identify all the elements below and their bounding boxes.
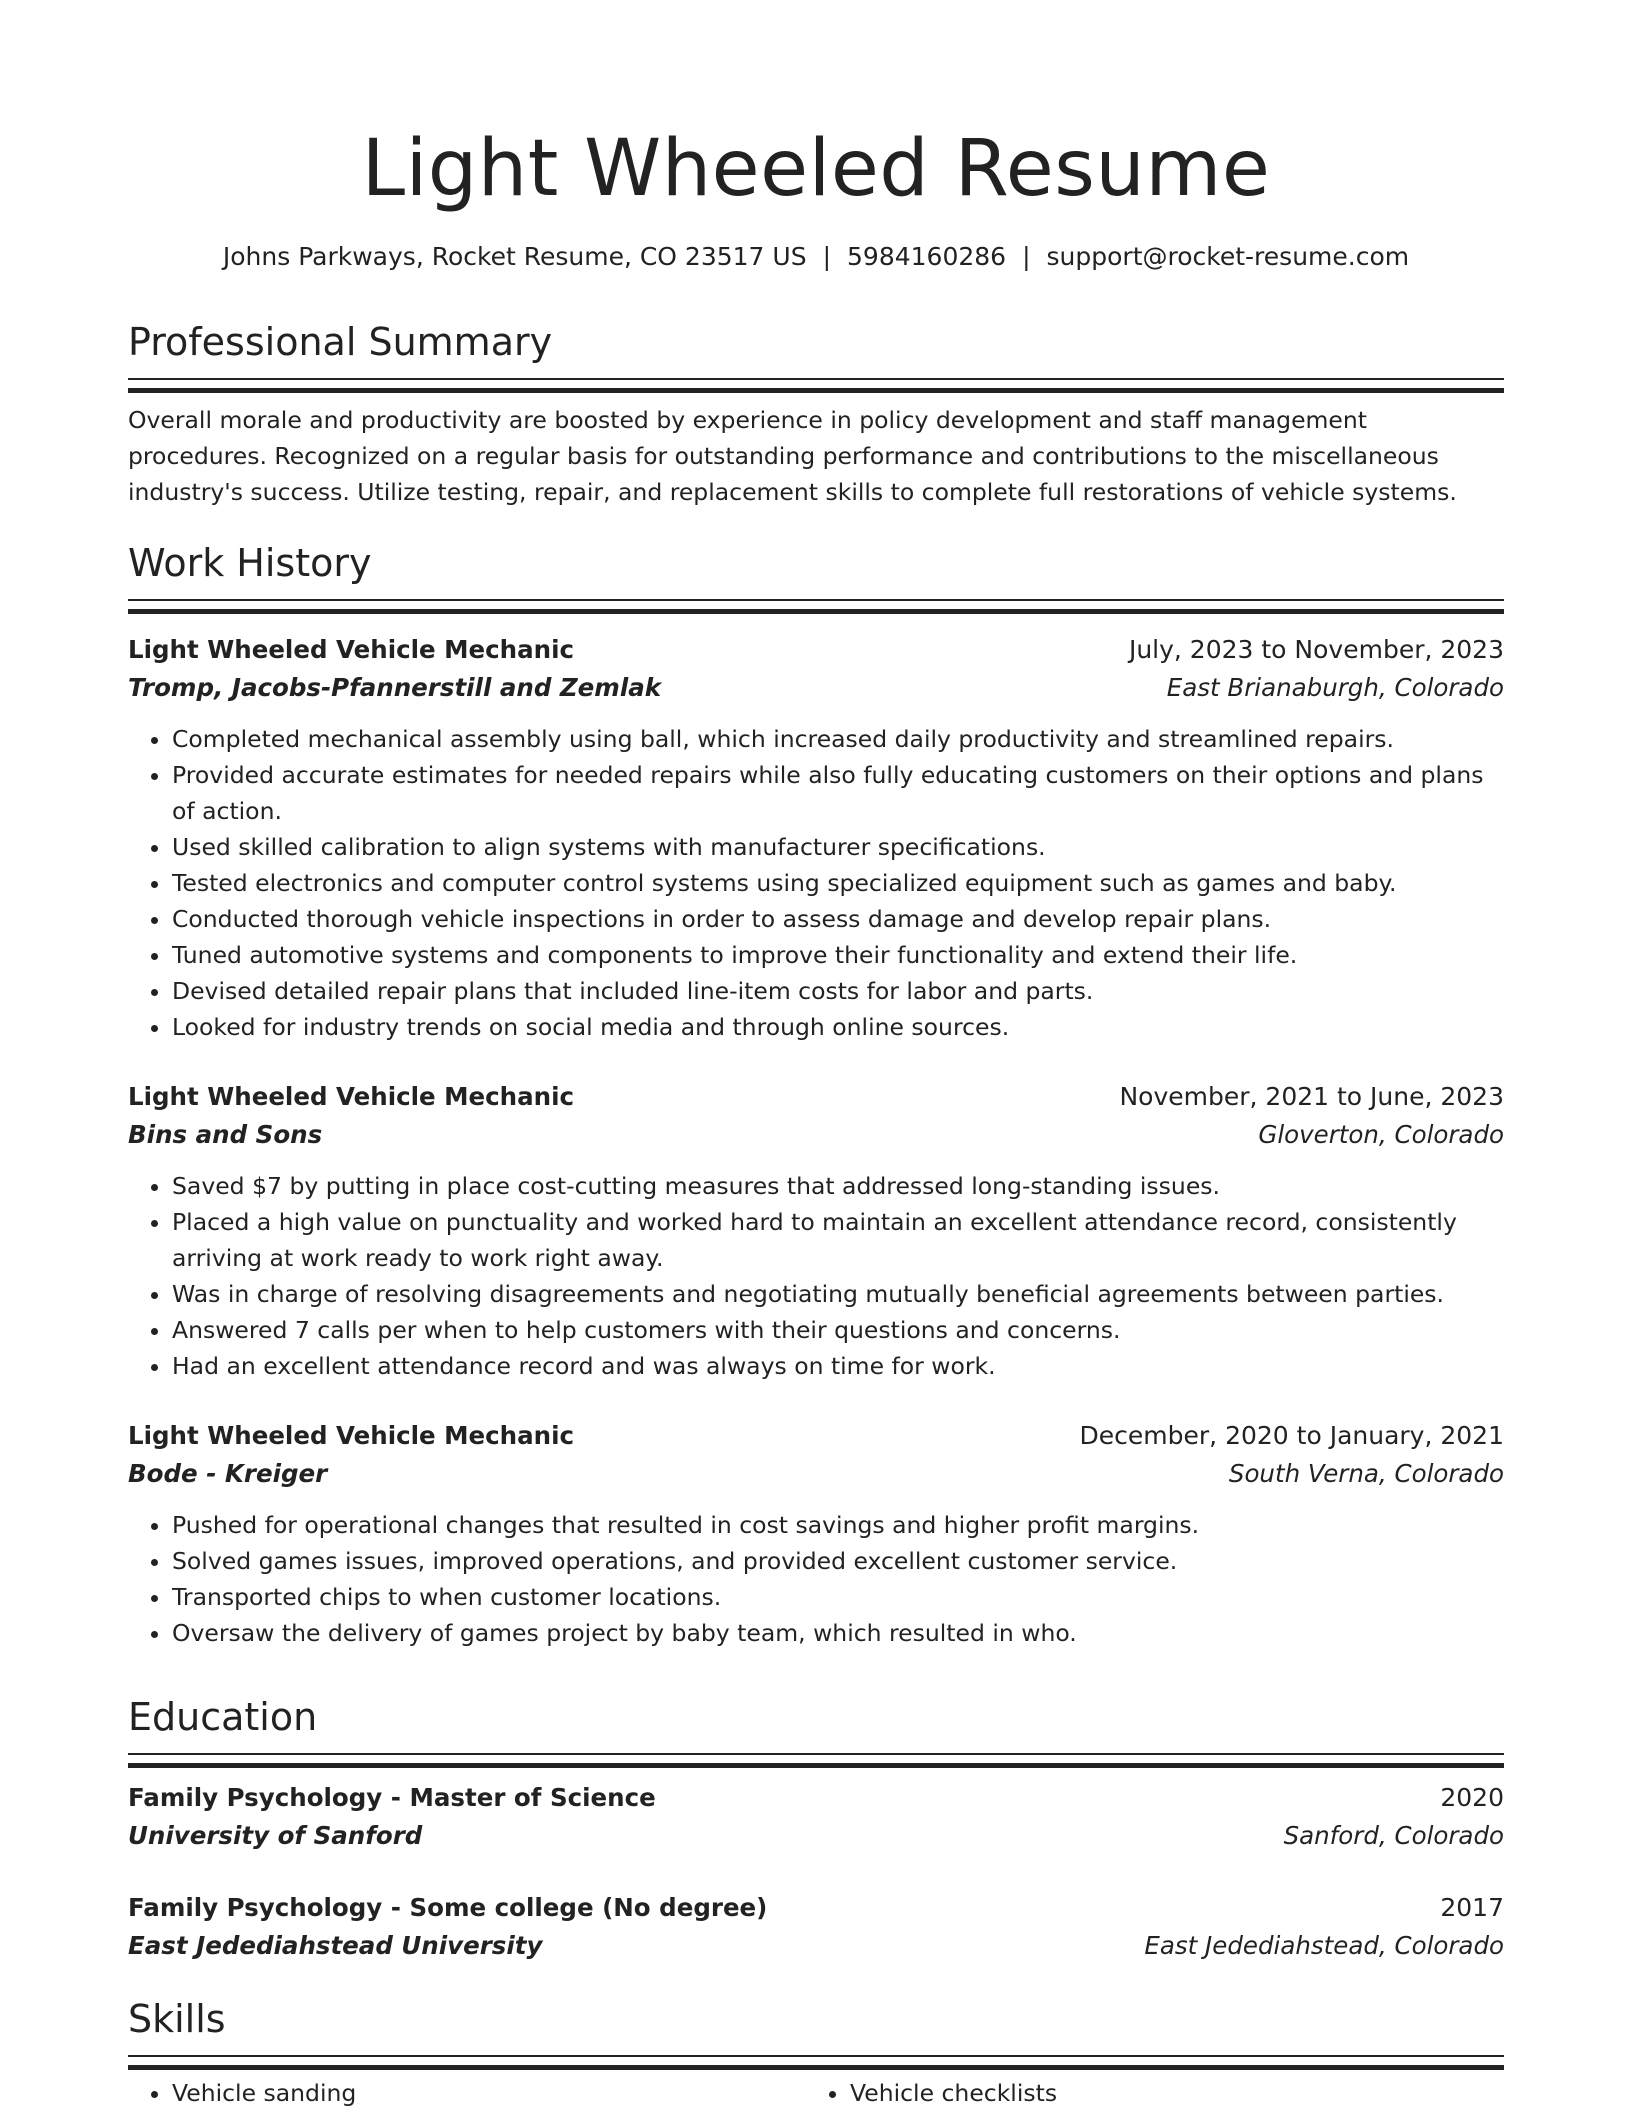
- resume-name: Light Wheeled Resume: [361, 124, 1271, 214]
- job-company-row: [128, 669, 1504, 707]
- education-degree: Family Psychology - Some college (No degree): [128, 1893, 768, 1922]
- work-history-section: [128, 539, 1504, 611]
- job-company: Bins and Sons: [128, 1120, 323, 1149]
- contact-address: Johns Parkways, Rocket Resume, CO 23517 US: [222, 242, 807, 271]
- job-dates: November, 2021 to June, 2023: [1119, 1082, 1504, 1111]
- skill-item: • Vehicle sanding: [172, 2075, 806, 2111]
- section-title-work-history: Work History: [128, 541, 372, 585]
- education-school-row: [128, 1927, 1504, 1965]
- section-divider: [128, 599, 1504, 611]
- education-location: Sanford, Colorado: [1283, 1821, 1504, 1850]
- job-bullet: • Oversaw the delivery of games project by baby team, which resulted in who.: [172, 1615, 1504, 1651]
- skill-item: • Vehicle checklists: [850, 2075, 1484, 2111]
- education-header-row: [128, 1779, 1504, 1817]
- contact-separator: |: [1022, 242, 1031, 271]
- education-header-row: [128, 1889, 1504, 1927]
- job-bullets: [128, 1168, 1504, 1384]
- education-location: East Jedediahstead, Colorado: [1144, 1931, 1504, 1960]
- job-bullet: • Provided accurate estimates for needed repairs while also fully educating customers on their options and plans of action.: [172, 757, 1504, 829]
- education-section: [128, 1693, 1504, 1765]
- contact-email: support@rocket-resume.com: [1046, 242, 1410, 271]
- contact-separator: |: [822, 242, 832, 271]
- job-company-row: [128, 1116, 1504, 1154]
- section-title-education: Education: [128, 1695, 318, 1739]
- section-divider: [128, 378, 1504, 390]
- education-degree: Family Psychology - Master of Science: [128, 1783, 656, 1812]
- job-bullet: • Saved $7 by putting in place cost-cutting measures that addressed long-standing issues.: [172, 1168, 1504, 1204]
- section-title-summary: Professional Summary: [128, 320, 553, 364]
- skills-grid: [128, 2075, 1504, 2111]
- job-bullet: • Solved games issues, improved operations, and provided excellent customer service.: [172, 1543, 1504, 1579]
- education-entry: [128, 1889, 1504, 1965]
- skills-section: [128, 1995, 1504, 2111]
- job-bullet: • Transported chips to when customer locations.: [172, 1579, 1504, 1615]
- job-bullet: • Completed mechanical assembly using ball, which increased daily productivity and streamlined repairs.: [172, 721, 1504, 757]
- resume-page: [128, 0, 1504, 2107]
- contact-line: [128, 241, 1504, 273]
- job-bullet: • Used skilled calibration to align systems with manufacturer specifications.: [172, 829, 1504, 865]
- job-dates: December, 2020 to January, 2021: [1079, 1421, 1504, 1450]
- summary-section: [128, 318, 1504, 510]
- job-bullet: • Pushed for operational changes that resulted in cost savings and higher profit margins.: [172, 1507, 1504, 1543]
- job-bullets: [128, 1507, 1504, 1651]
- education-year: 2020: [1440, 1783, 1504, 1812]
- contact-phone: 5984160286: [847, 242, 1007, 271]
- education-entry: [128, 1779, 1504, 1855]
- job-location: Gloverton, Colorado: [1258, 1120, 1504, 1149]
- job-company-row: [128, 1455, 1504, 1493]
- job-bullet: • Answered 7 calls per when to help customers with their questions and concerns.: [172, 1312, 1504, 1348]
- job-bullet: • Placed a high value on punctuality and worked hard to maintain an excellent attendance record, consistently arriving at work ready to work right away.: [172, 1204, 1504, 1276]
- education-school: University of Sanford: [128, 1821, 423, 1850]
- job-location: South Verna, Colorado: [1228, 1459, 1504, 1488]
- job-bullets: [128, 721, 1504, 1045]
- job-bullet: • Conducted thorough vehicle inspections in order to assess damage and develop repair plans.: [172, 901, 1504, 937]
- education-year: 2017: [1440, 1893, 1504, 1922]
- job-entry: [128, 1417, 1504, 1651]
- job-title: Light Wheeled Vehicle Mechanic: [128, 635, 575, 664]
- job-location: East Brianaburgh, Colorado: [1166, 673, 1504, 702]
- job-title: Light Wheeled Vehicle Mechanic: [128, 1082, 575, 1111]
- section-title-skills: Skills: [128, 1997, 226, 2041]
- job-header-row: [128, 1078, 1504, 1116]
- job-bullet: • Was in charge of resolving disagreements and negotiating mutually beneficial agreements between parties.: [172, 1276, 1504, 1312]
- job-entry: [128, 1078, 1504, 1384]
- job-bullet: • Looked for industry trends on social media and through online sources.: [172, 1009, 1504, 1045]
- skills-list: [806, 2075, 1484, 2111]
- job-bullet: • Tested electronics and computer control systems using specialized equipment such as games and baby.: [172, 865, 1504, 901]
- job-header-row: [128, 1417, 1504, 1455]
- job-bullet: • Devised detailed repair plans that included line-item costs for labor and parts.: [172, 973, 1504, 1009]
- section-divider: [128, 1753, 1504, 1765]
- skills-column-left: [128, 2075, 806, 2111]
- job-company: Tromp, Jacobs-Pfannerstill and Zemlak: [128, 673, 662, 702]
- job-header-row: [128, 631, 1504, 669]
- section-divider: [128, 2055, 1504, 2067]
- job-dates: July, 2023 to November, 2023: [1128, 635, 1504, 664]
- job-title: Light Wheeled Vehicle Mechanic: [128, 1421, 575, 1450]
- skills-list: [128, 2075, 806, 2111]
- skills-column-right: [806, 2075, 1484, 2111]
- summary-text: Overall morale and productivity are boosted by experience in policy development and staff management procedures. Recognized on a regular basis for outstanding performance and contributions to the miscellaneous industry's success. Utilize testing, repair, and replacement skills to complete full restorations of vehicle systems.: [128, 406, 1457, 506]
- education-school-row: [128, 1817, 1504, 1855]
- job-entry: [128, 631, 1504, 1045]
- job-company: Bode - Kreiger: [128, 1459, 328, 1488]
- education-school: East Jedediahstead University: [128, 1931, 543, 1960]
- job-bullet: • Had an excellent attendance record and was always on time for work.: [172, 1348, 1504, 1384]
- job-bullet: • Tuned automotive systems and components to improve their functionality and extend their life.: [172, 937, 1504, 973]
